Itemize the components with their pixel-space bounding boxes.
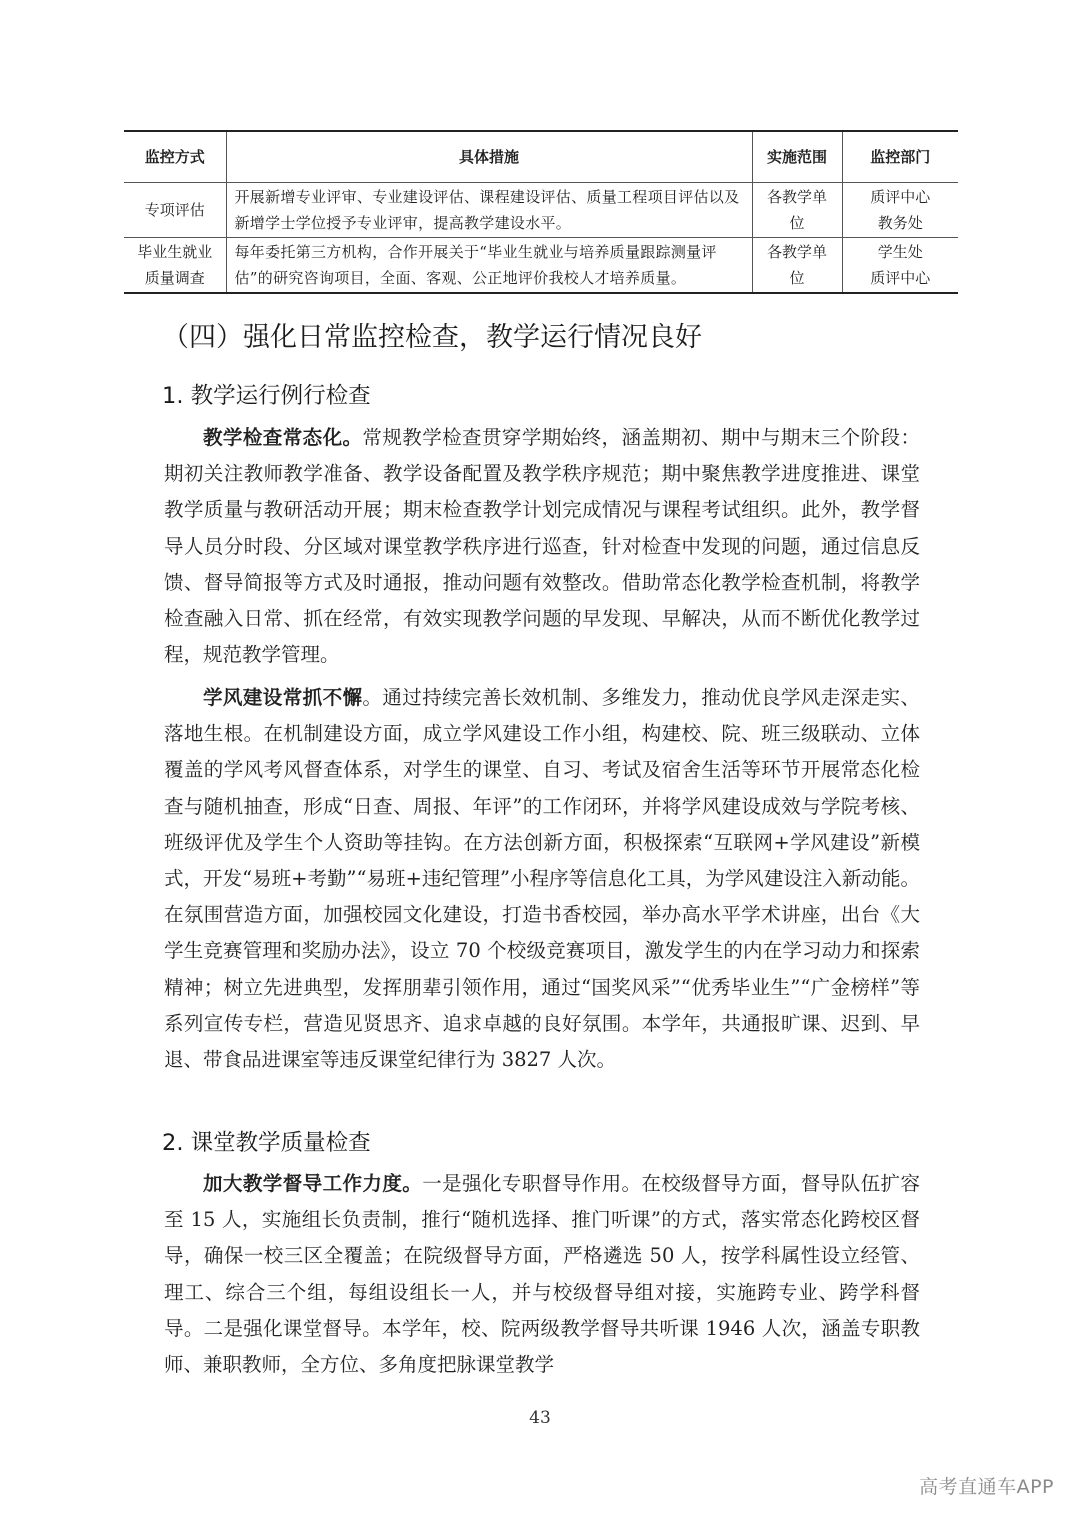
cell-scope: 各教学单位 (752, 238, 842, 294)
header-measure: 具体措施 (226, 131, 752, 183)
table-row (124, 238, 958, 294)
paragraph-study-style (164, 680, 920, 1078)
page-number: 43 (529, 1408, 551, 1428)
header-method: 监控方式 (124, 131, 226, 183)
subsection-heading-classroom-quality: 2. 课堂教学质量检查 (162, 1130, 371, 1156)
department-line: 学生处 (877, 243, 923, 261)
paragraph-lead: 加大教学督导工作力度。 (203, 1172, 423, 1195)
method-line: 质量调查 (144, 269, 205, 287)
cell-measure: 开展新增专业评审、专业建设评估、课程建设评估、质量工程项目评估以及新增学士学位授予专业评审，提高教学建设水平。 (226, 183, 752, 238)
cell-measure: 每年委托第三方机构，合作开展关于“毕业生就业与培养质量跟踪测量评估”的研究咨询项目，全面、客观、公正地评价我校人才培养质量。 (226, 238, 752, 294)
monitoring-table (124, 130, 958, 294)
paragraph-lead: 学风建设常抓不懈 (203, 686, 363, 709)
cell-scope: 各教学单位 (752, 183, 842, 238)
section-heading: （四）强化日常监控检查，教学运行情况良好 (162, 322, 702, 353)
paragraph-body: 常规教学检查贯穿学期始终，涵盖期初、期中与期末三个阶段：期初关注教师教学准备、教学设备配置及教学秩序规范；期中聚焦教学进度推进、课堂教学质量与教研活动开展；期末检查教学计划完成情况与课程考试组织。此外，教学督导人员分时段、分区域对课堂教学秩序进行巡查，针对检查中发现的问题，通过信息反馈、督导简报等方式及时通报，推动问题有效整改。借助常态化教学检查机制，将教学检查融入日常、抓在经常，有效实现教学问题的早发现、早解决，从而不断优化教学过程，规范教学管理。 (164, 426, 920, 667)
paragraph-teaching-inspection (164, 420, 920, 673)
cell-department (842, 238, 958, 294)
subsection-heading-routine-inspection: 1. 教学运行例行检查 (162, 383, 371, 409)
paragraph-body: 。通过持续完善长效机制、多维发力，推动优良学风走深走实、落地生根。在机制建设方面，成立学风建设工作小组，构建校、院、班三级联动、立体覆盖的学风考风督查体系，对学生的课堂、自习、考试及宿舍生活等环节开展常态化检查与随机抽查，形成“日查、周报、年评”的工作闭环，并将学风建设成效与学院考核、班级评优及学生个人资助等挂钩。在方法创新方面，积极探索“互联网+学风建设”新模式，开发“易班+考勤”“易班+违纪管理”小程序等信息化工具，为学风建设注入新动能。在氛围营造方面，加强校园文化建设，打造书香校园，举办高水平学术讲座，出台《大学生竞赛管理和奖励办法》，设立 70 个校级竞赛项目，激发学生的内在学习动力和探索精神；树立先进典型，发挥朋辈引领作用，通过“国奖风采”“优秀毕业生”“广金榜样”等系列宣传专栏，营造见贤思齐、追求卓越的良好氛围。本学年，共通报旷课、迟到、早退、带食品进课室等违反课堂纪律行为 3827 人次。 (164, 686, 920, 1072)
paragraph-lead: 教学检查常态化。 (203, 426, 363, 449)
header-scope: 实施范围 (752, 131, 842, 183)
method-line: 毕业生就业 (137, 243, 213, 261)
table-header-row (124, 131, 958, 183)
paragraph-supervision (164, 1166, 920, 1383)
cell-method (124, 238, 226, 294)
department-line: 质评中心 (870, 269, 931, 287)
department-line: 质评中心 (870, 188, 931, 206)
cell-method: 专项评估 (124, 183, 226, 238)
paragraph-body: 一是强化专职督导作用。在校级督导方面，督导队伍扩容至 15 人，实施组长负责制，推行“随机选择、推门听课”的方式，落实常态化跨校区督导，确保一校三区全覆盖；在院级督导方面，严格遴选 50 人，按学科属性设立经管、理工、综合三个组，每组设组长一人，并与校级督导组对接，实施跨专业、跨学科督导。二是强化课堂督导。本学年，校、院两级教学督导共听课 1946 人次，涵盖专职教师、兼职教师，全方位、多角度把脉课堂教学 (164, 1172, 920, 1377)
cell-department (842, 183, 958, 238)
department-line: 教务处 (877, 214, 923, 232)
table-row (124, 183, 958, 238)
watermark-text: 高考直通车APP (919, 1476, 1054, 1498)
header-department: 监控部门 (842, 131, 958, 183)
